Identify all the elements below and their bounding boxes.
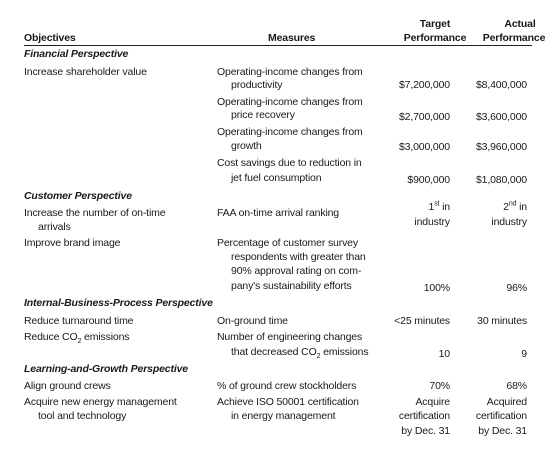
header-actual-line2: Performance (482, 32, 546, 44)
customer-objective2: Improve brand image (24, 237, 121, 249)
financial-m4-actual: $1,080,000 (475, 174, 527, 186)
customer-objective1-line1: Increase the number of on-time (24, 207, 166, 219)
header-actual-line1: Actual (504, 18, 536, 30)
financial-m3-target: $3,000,000 (398, 141, 450, 153)
internal-m2-target: 10 (438, 348, 450, 360)
financial-m2-actual: $3,600,000 (475, 111, 527, 123)
internal-m1-target: <25 minutes (394, 315, 450, 327)
learning-objective2-line2: tool and technology (38, 410, 127, 422)
section-financial: Financial Perspective (24, 48, 129, 60)
learning-m2-actual-line1: Acquired (486, 396, 527, 408)
learning-m2-target-line1: Acquire (415, 396, 450, 408)
section-learning: Learning-and-Growth Perspective (24, 363, 188, 375)
section-internal: Internal-Business-Process Perspective (24, 297, 213, 309)
customer-m1-actual-line2: industry (491, 216, 527, 228)
financial-m3-line2: growth (231, 140, 262, 152)
customer-m2-target: 100% (423, 282, 450, 294)
financial-m1-line2: productivity (231, 79, 283, 91)
learning-m2-target-line3: by Dec. 31 (401, 425, 450, 437)
internal-m2-line1: Number of engineering changes (217, 331, 363, 343)
financial-objective: Increase shareholder value (24, 66, 147, 78)
internal-m1: On-ground time (217, 315, 288, 327)
internal-m2-line2: that decreased $CO_2$ emissions (231, 346, 369, 361)
financial-m3-actual: $3,960,000 (475, 141, 527, 153)
financial-m1-line1: Operating-income changes from (217, 66, 363, 78)
financial-m1-actual: $8,400,000 (475, 79, 527, 91)
financial-m2-target: $2,700,000 (398, 111, 450, 123)
learning-objective1: Align ground crews (24, 380, 111, 392)
customer-m2-line2: respondents with greater than (231, 251, 366, 263)
financial-m1-target: $7,200,000 (398, 79, 450, 91)
internal-objective1: Reduce turnaround time (24, 315, 134, 327)
learning-m1: % of ground crew stockholders (217, 380, 357, 392)
internal-objective2: Reduce $CO_2$ emissions (24, 331, 130, 346)
financial-m2-line2: price recovery (231, 109, 295, 121)
financial-m4-line2: jet fuel consumption (231, 172, 322, 184)
header-measures: Measures (268, 32, 316, 44)
customer-m1: FAA on-time arrival ranking (217, 207, 340, 219)
customer-m2-line3: 90% approval rating on com- (231, 265, 362, 277)
financial-m3-line1: Operating-income changes from (217, 126, 363, 138)
learning-m2-actual-line3: by Dec. 31 (478, 425, 527, 437)
financial-m4-line1: Cost savings due to reduction in (217, 157, 362, 169)
learning-m2-target-line2: certification (398, 410, 450, 422)
customer-m1-target-line1: 1st in (428, 200, 450, 213)
header-objectives: Objectives (24, 32, 76, 44)
learning-m1-target: 70% (429, 380, 450, 392)
customer-m1-actual-line1: 2nd in (503, 200, 527, 213)
internal-m2-actual: 9 (521, 348, 527, 360)
customer-m1-target-line2: industry (414, 216, 450, 228)
learning-m2-line1: Achieve ISO 50001 certification (217, 396, 359, 408)
header-target-line1: Target (419, 18, 451, 30)
customer-m2-actual: 96% (506, 282, 527, 294)
customer-m2-line4: pany's sustainability efforts (231, 280, 352, 292)
section-customer: Customer Perspective (24, 190, 132, 202)
financial-m2-line1: Operating-income changes from (217, 96, 363, 108)
learning-objective2-line1: Acquire new energy management (24, 396, 177, 408)
learning-m2-actual-line2: certification (475, 410, 527, 422)
customer-objective1-line2: arrivals (38, 221, 71, 233)
internal-m1-actual: 30 minutes (477, 315, 527, 327)
header-rule (24, 45, 532, 46)
header-target-line2: Performance (403, 32, 467, 44)
customer-m2-line1: Percentage of customer survey (217, 237, 358, 249)
financial-m4-target: $900,000 (407, 174, 450, 186)
learning-m1-actual: 68% (506, 380, 527, 392)
learning-m2-line2: in energy management (231, 410, 336, 422)
